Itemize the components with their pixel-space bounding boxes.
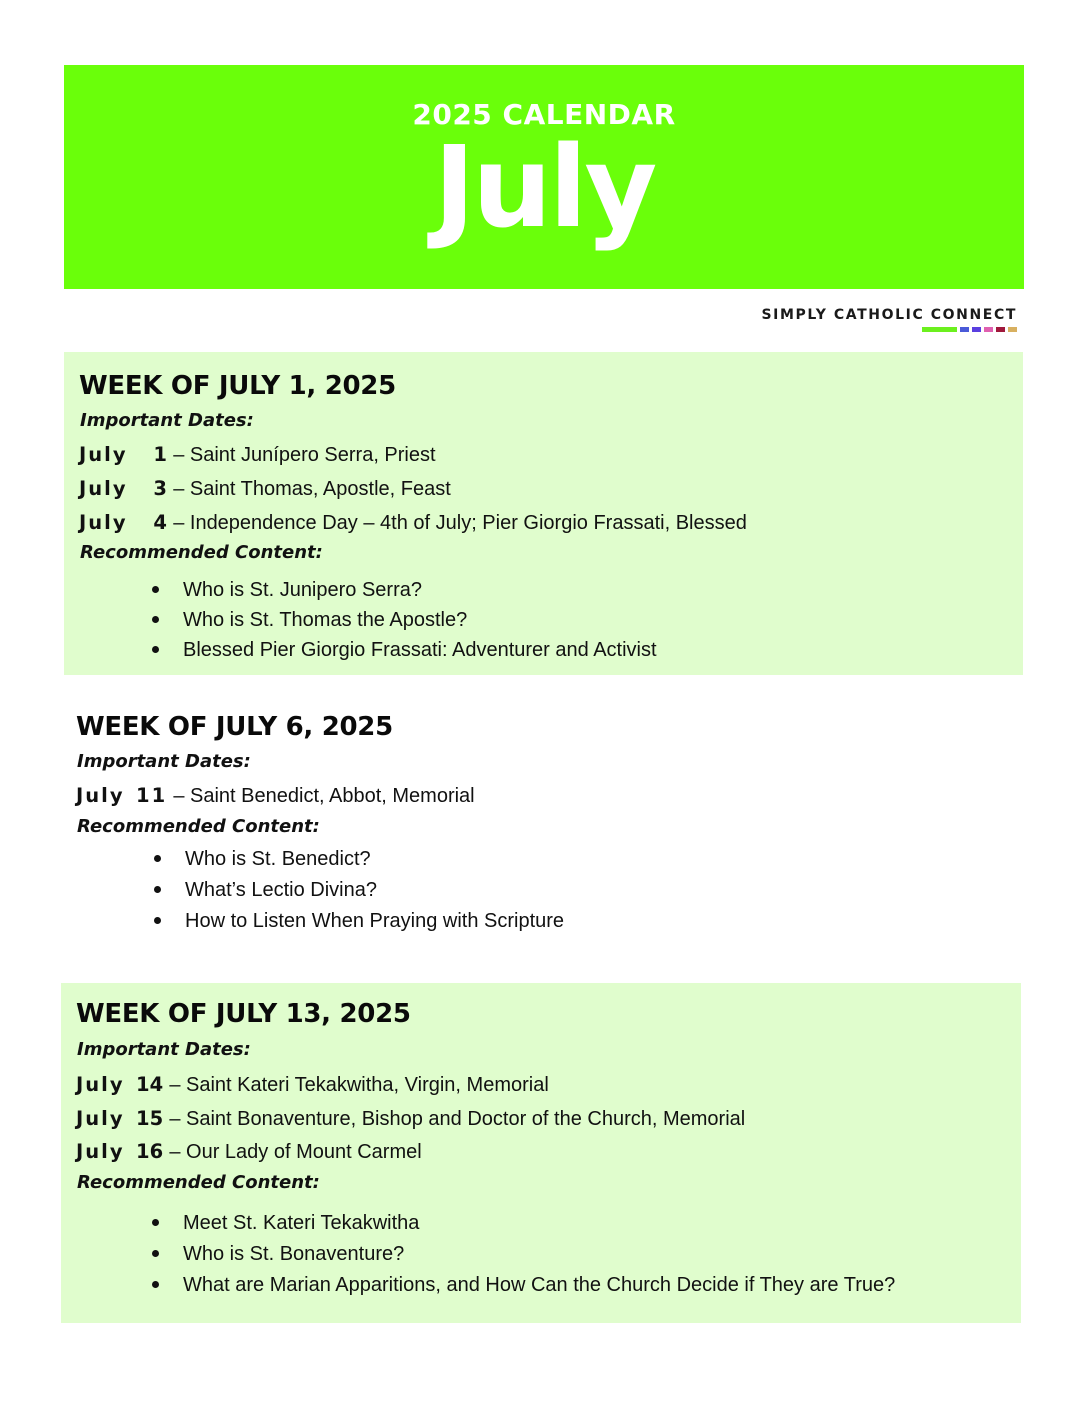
- date-description: – Saint Bonaventure, Bishop and Doctor of the Church, Memorial: [169, 1108, 746, 1130]
- date-month: July: [76, 1073, 125, 1096]
- brand-bar-blue: [960, 327, 969, 332]
- important-dates-label: Important Dates:: [77, 1039, 251, 1060]
- header-banner: [64, 65, 1024, 289]
- content-link[interactable]: What’s Lectio Divina?: [185, 880, 564, 900]
- recommended-content-list: [183, 580, 657, 660]
- recommended-content-list: [185, 849, 564, 931]
- recommended-content-label: Recommended Content:: [77, 1172, 320, 1193]
- date-description: – Independence Day – 4th of July; Pier Giorgio Frassati, Blessed: [173, 512, 747, 534]
- date-day: 1: [153, 443, 167, 466]
- date-day: 14: [136, 1073, 164, 1096]
- bullet-icon: [152, 586, 159, 593]
- brand-bar-maroon: [996, 327, 1005, 332]
- date-row: [76, 1075, 549, 1095]
- important-dates-label: Important Dates:: [77, 751, 251, 772]
- date-day: 4: [153, 511, 167, 534]
- brand-name: SIMPLY CATHOLIC CONNECT: [761, 307, 1017, 323]
- brand-color-bars: [761, 327, 1017, 332]
- date-day: 11: [136, 784, 168, 807]
- date-row: [79, 479, 451, 499]
- date-row: [79, 445, 436, 465]
- bullet-icon: [152, 1250, 159, 1257]
- brand-bar-tan: [1008, 327, 1017, 332]
- week-section-july-1: [64, 352, 1023, 675]
- month-title: July: [433, 123, 655, 253]
- date-day: 3: [153, 477, 167, 500]
- date-description: – Our Lady of Mount Carmel: [169, 1141, 422, 1163]
- content-link[interactable]: Meet St. Kateri Tekakwitha: [183, 1213, 895, 1233]
- brand-bar-indigo: [972, 327, 981, 332]
- brand-bar-pink: [984, 327, 993, 332]
- week-section-july-6: [64, 700, 1023, 950]
- bullet-icon: [154, 917, 161, 924]
- important-dates-label: Important Dates:: [80, 410, 254, 431]
- bullet-icon: [152, 616, 159, 623]
- content-link[interactable]: How to Listen When Praying with Scripture: [185, 911, 564, 931]
- date-month: July: [76, 1140, 125, 1163]
- content-link[interactable]: Who is St. Thomas the Apostle?: [183, 610, 657, 630]
- date-description: – Saint Benedict, Abbot, Memorial: [173, 785, 475, 807]
- date-month: July: [79, 443, 128, 466]
- recommended-content-label: Recommended Content:: [80, 542, 323, 563]
- week-title: WEEK OF JULY 13, 2025: [76, 999, 411, 1029]
- brand-bar-green: [922, 327, 957, 332]
- date-row: [76, 786, 475, 806]
- recommended-content-label: Recommended Content:: [77, 816, 320, 837]
- content-link[interactable]: Who is St. Junipero Serra?: [183, 580, 657, 600]
- date-row: [76, 1109, 745, 1129]
- recommended-content-list: [183, 1213, 895, 1295]
- week-title: WEEK OF JULY 6, 2025: [76, 712, 393, 742]
- bullet-icon: [152, 1219, 159, 1226]
- date-description: – Saint Junípero Serra, Priest: [173, 444, 436, 466]
- content-link[interactable]: Blessed Pier Giorgio Frassati: Adventurer and Activist: [183, 640, 657, 660]
- date-row: [79, 513, 747, 533]
- date-month: July: [76, 1107, 125, 1130]
- content-link[interactable]: Who is St. Bonaventure?: [183, 1244, 895, 1264]
- content-link[interactable]: Who is St. Benedict?: [185, 849, 564, 869]
- bullet-icon: [154, 855, 161, 862]
- bullet-icon: [152, 1281, 159, 1288]
- date-day: 16: [136, 1140, 164, 1163]
- content-link[interactable]: What are Marian Apparitions, and How Can the Church Decide if They are True?: [183, 1275, 895, 1295]
- bullet-icon: [154, 886, 161, 893]
- week-section-july-13: [61, 983, 1021, 1323]
- date-row: [76, 1142, 422, 1162]
- date-month: July: [79, 477, 128, 500]
- date-month: July: [76, 784, 125, 807]
- date-description: – Saint Kateri Tekakwitha, Virgin, Memorial: [169, 1074, 549, 1096]
- date-description: – Saint Thomas, Apostle, Feast: [173, 478, 451, 500]
- date-month: July: [79, 511, 128, 534]
- date-day: 15: [136, 1107, 164, 1130]
- week-title: WEEK OF JULY 1, 2025: [79, 371, 396, 401]
- calendar-subtitle: 2025 CALENDAR: [412, 98, 676, 131]
- brand-logo: [761, 307, 1017, 332]
- bullet-icon: [152, 646, 159, 653]
